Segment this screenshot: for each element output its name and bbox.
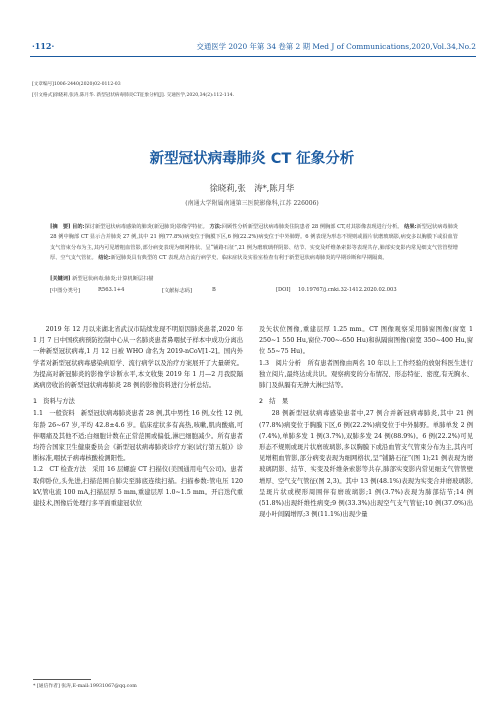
- doi-label: [DOI]: [276, 287, 291, 293]
- footnote-rule: [33, 679, 91, 680]
- general-data-paragraph: 1.1 一般资料 新型冠状病毒肺炎患者 28 例,其中男性 16 例,女性 12 例,年龄 26~67 岁,平均 42.8±4.6 岁。临床症状多有高热,咳嗽,肌肉酸痛,可伴咽痛及其他不适;白细胞计数在正常范围或偏低,淋巴细胞减少。所有患者均符合国家卫生健康委员会《新型冠状病毒肺炎诊疗方案(试行第五版)》诊断标准,咽拭子病毒核酸检测阳性。: [33, 410, 243, 463]
- doc-code: B: [212, 287, 216, 293]
- clc-code: R563.1+4: [98, 287, 125, 293]
- result-label: 结果:: [404, 224, 417, 230]
- article-code: [文章编号]1006-2440(2020)02-0112-03: [32, 82, 121, 87]
- purpose-text: 探讨新型冠状病毒感染的肺炎(新冠肺炎)影像学特征。: [84, 224, 208, 230]
- abstract: [50, 222, 458, 263]
- author-list: 徐晓莉,张 涛*,陈月华: [209, 183, 295, 193]
- keywords: [50, 275, 458, 282]
- conclusion-text: 新冠肺炎具有典型的 CT 表现,结合流行病学史、临床症状及实验室检查有利于新型冠状病毒肺炎的早期诊断和早期隔离。: [110, 254, 388, 261]
- citation-format: [引文格式]徐晓莉,张涛,陈月华. 新型冠状病毒肺炎CT征象分析[J]. 交通医学,2020,34(2):112-114.: [32, 93, 235, 98]
- keywords-text: 新型冠状病毒;肺炎;计算机断层扫描: [72, 276, 154, 282]
- clc-label: [中图分类号]: [50, 288, 80, 294]
- paper-title: 新型冠状病毒肺炎 CT 征象分析: [149, 151, 355, 167]
- results-paragraph: 28 例新型冠状病毒感染患者中,27 例合并新冠病毒肺炎,其中 21 例(77.8%)病变位于胸膜下区,6 例(22.2%)病变位于中外肺野。单肺单发 2 例(7.4%),单肺多发 1 例(3.7%),双肺多发 24 例(88.9%)。6 例(22.2%)可见形态不规则或斑片状磨玻璃影,多以胸膜下或沿血管支气管束分布为主,其内可见增粗血管影,部分病变表现为细网格状,呈“铺路石征”(图 1);21 例表现为磨玻璃阴影、结节、实变及纤维条索影等共存,肺部实变影内常见细支气管管壁增厚、空气支气管征(图 2,3)。其中 13 例(48.1%)表现为实变合并磨玻璃影,呈斑片状或楔形周围伴有磨玻璃影;1 例(3.7%)表现为肺部结节;14 例(51.8%)出现纤维性病变;9 例(33.3%)出现空气支气管征;10 例(37.0%)出现小叶间隔增厚;3 例(11.1%)出现少量: [259, 410, 473, 519]
- doi-value: 10.19767/j.cnki.32-1412.2020.02.003: [298, 287, 397, 293]
- footnote: * [通信作者] 张涛,E-mail:19931067@qq.com: [33, 684, 137, 689]
- body-column-left: [33, 324, 243, 509]
- section-heading-results: 2 结 果: [259, 398, 289, 406]
- intro-paragraph: 2019 年 12 月以来湖北省武汉市陆续发现不明原因肺炎患者,2020 年 1 月 7 日中国疾病预防控制中心从一名肺炎患者鼻咽拭子样本中成功分离出一种新型冠状病毒,1 月 12 日被 WHO 命名为 2019-nCoV[1-2]。国内外学者对新型冠状病毒感染病原学、流行病学以及治疗方案展开了大量研究。为提高对新冠肺炎的影像学诊断水平,本文收集 2019 年 1 月—2 月我院隔离病房收治的新型冠状病毒肺炎 28 例的影像资料进行分析总结。: [33, 326, 243, 390]
- keywords-label: [关键词]: [50, 276, 71, 282]
- method-label: 方法:: [209, 224, 222, 230]
- abstract-label: [摘 要]: [50, 224, 71, 230]
- method-text: 回顾性分析新型冠状病毒肺炎住院患者 28 例胸部 CT,对其影像表现进行分析。: [221, 224, 403, 230]
- reading-analysis-paragraph: 1.3 阅片分析 所有患者图像由两名 10 年以上工作经验的放射科医生进行独立阅片,最终达成共识。观察病变的分布情况、形态特征、密度,有无胸水、肺门及纵膈有无肿大淋巴结等。: [259, 359, 473, 390]
- doc-code-label: [文献标志码]: [162, 288, 192, 294]
- page-number: ·112·: [32, 41, 55, 51]
- affiliation: (南通大学附属南通第三医院影像科,江苏 226006): [185, 200, 319, 207]
- running-header: [30, 40, 476, 57]
- result-text: 新型冠状病毒肺炎 28 例中胸部 CT 显示合并肺炎 27 例,其中 21 例(77.8%)病变位于胸膜下区,6 例(22.2%)病变位于中外肺野。6 例表现为形态不规则或圆片状磨玻璃影,病变多以胸膜下或沿血管支气管束分布为主,其内可见增粗血管影,部分病变表现为细网格状、呈“铺路石征”,21 例为磨玻璃样阴影、结节、实变及纤维条索影等表现共存,肺部实变影内常见细支气管管壁增厚、空气支气管征。: [50, 224, 458, 261]
- section-heading-methods: 1 资料与方法: [33, 398, 75, 406]
- continued-paragraph: 及矢状位图像,重建层厚 1.25 mm。CT 图像观察采用肺窗图像(窗宽 1 250~1 550 Hu,窗位-700~-650 Hu)和纵隔窗图像(窗宽 350~400 Hu,窗位 55~75 Hu)。: [259, 326, 473, 356]
- conclusion-label: 结论:: [98, 254, 111, 261]
- ct-method-paragraph: 1.2 CT 检查方法 采用 16 层螺旋 CT 扫描仪(美国通用电气公司)。患者取仰卧位,头先进,扫描范围自肺尖至肺底连续扫描。扫描参数:管电压 120 kV,管电流 100 mA,扫描层厚 5 mm,重建层厚 1.0~1.5 mm。开启迭代重建技术,图像后处理行多平面重建冠状位: [33, 466, 243, 508]
- journal-line: 交通医学 2020 年第 34 卷第 2 期 Med J of Communications,2020,Vol.34,No.2: [196, 42, 476, 51]
- purpose-label: 目的:: [72, 224, 85, 230]
- body-column-right: [259, 324, 473, 520]
